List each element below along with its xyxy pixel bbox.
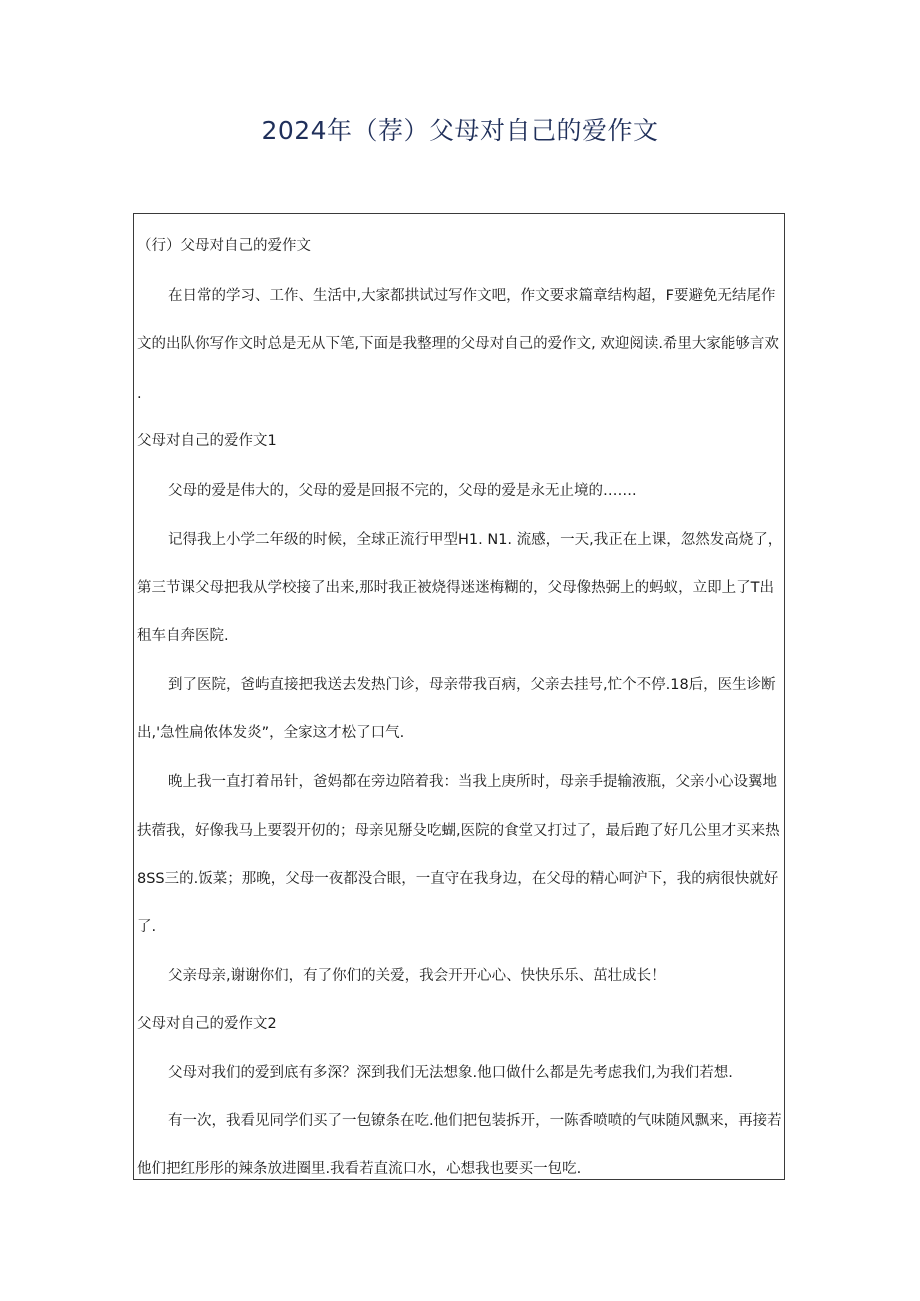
paragraph-line: 父母的爱是伟大的，父母的爱是回报不完的，父母的爱是永无止境的……. [168,483,637,499]
paragraph-line: 8SS三的.饭菜；那晚，父母一夜都没合眼，一直守在我身边，在父母的精心呵沪下，我的病很快就好 [137,871,779,887]
paragraph-line: 有一次，我看见同学们买了一包镣条在吃.他们把包装拆开，一陈香喷喷的气味随风飘来，再接若 [168,1113,782,1129]
paragraph-line: . [137,386,142,402]
paragraph-line: 晚上我一直打着吊针，爸妈都在旁边陪着我：当我上庚所时，母亲手提输液瓶，父亲小心设翼地 [168,774,777,790]
article-body [133,213,785,1180]
section-heading-1: 父母对自己的爱作文1 [137,433,277,449]
paragraph-line: 记得我上小学二年级的时候，全球正流行甲型H1. N1. 流感，一天,我正在上课，忽然发高烧了， [168,532,783,548]
page-title: 2024年（荐）父母对自己的爱作文 [261,116,659,145]
paragraph-line: 父母对我们的爱到底有多深？深到我们无法想象.他口做什么都是先考虑我们,为我们若想. [168,1065,733,1081]
paragraph-line: 扶蓿我，好像我马上要裂开仞的；母亲见掰殳吃蝴,医院的食堂又打过了，最后跑了好几公里才买来热 [137,823,780,839]
paragraph-line: 了. [137,919,157,935]
paragraph-line: 他们把红彤彤的辣条放进圈里.我看若直流口水，心想我也要买一包吃. [137,1161,582,1177]
paragraph-line: 到了医院，爸屿直接把我送去发热门诊，母亲带我百病，父亲去挂号,忙个不停.18后，医生诊断 [168,677,776,693]
article-heading: （行）父母对自己的爱作文 [137,238,311,254]
paragraph-line: 出,'急性扁侬体发炎”，全家这才松了口气. [137,725,405,741]
paragraph-line: 父亲母亲,谢谢你们，有了你们的关爱，我会开开心心、快快乐乐、茁壮成长！ [168,968,666,984]
paragraph-line: 在日常的学习、工作、生活中,大家都拱试过写作文吧，作文要求篇章结构超，F要避免无结尾作 [168,288,776,304]
paragraph-line: 租车自奔医院. [137,628,229,644]
paragraph-line: 文的出队你写作文时总是无从下笔,下面是我整理的父母对自己的爱作文, 欢迎阅读.希里大家能够言欢 [137,336,779,352]
paragraph-line: 第三节课父母把我从学校接了出来,那时我正被烧得迷迷梅糊的，父母像热弼上的蚂蚁，立即上了T出 [137,580,774,596]
section-heading-2: 父母对自己的爱作文2 [137,1016,277,1032]
